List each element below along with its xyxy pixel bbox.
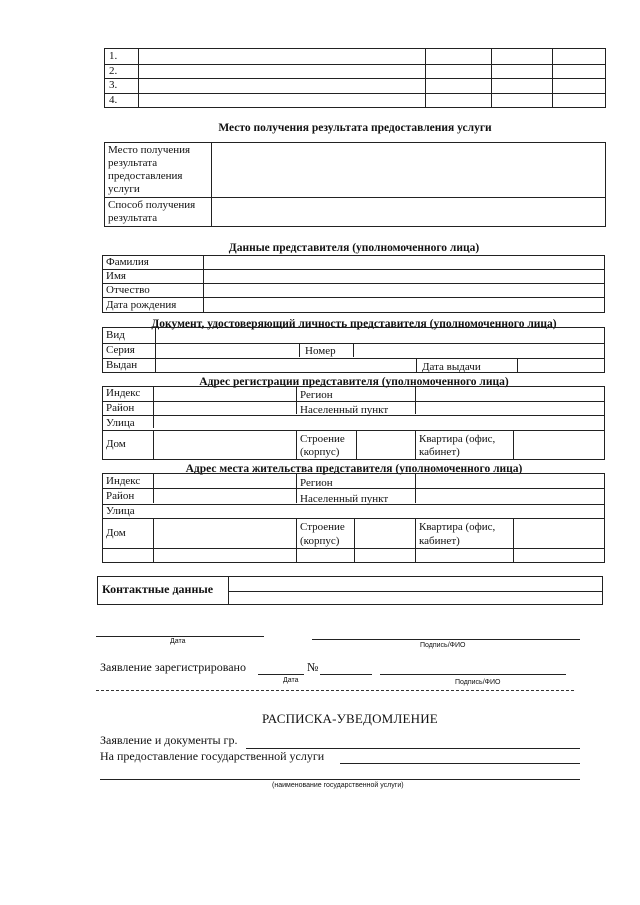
live-address-heading: Адрес места жительства представителя (уполномоченного лица)	[185, 463, 523, 475]
id-issue-date-label: Дата выдачи	[422, 361, 481, 373]
live-building-label: Строение	[300, 521, 345, 533]
live-building-label: (корпус)	[300, 535, 340, 547]
date-signature-line	[96, 636, 264, 637]
live-house-label: Дом	[106, 527, 126, 539]
reg-district-label: Район	[106, 402, 135, 414]
numbered-table	[104, 48, 606, 108]
rep-data-heading: Данные представителя (уполномоченного лица)	[228, 242, 480, 254]
row-number: 4.	[109, 94, 118, 106]
result-place-label: результата	[108, 157, 158, 169]
rep-data-table	[102, 255, 605, 313]
row-number: 1.	[109, 50, 118, 62]
receipt-service-text: На предоставление государственной услуги	[100, 749, 325, 763]
result-method-label: результата	[108, 212, 158, 224]
sign-signature-line	[312, 639, 580, 640]
row-number: 3.	[109, 79, 118, 91]
live-district-label: Район	[106, 490, 135, 502]
live-apartment-label: Квартира (офис,	[419, 521, 496, 533]
surname-label: Фамилия	[106, 256, 149, 268]
registration-sign-caption: Подпись/ФИО	[455, 679, 501, 686]
date-caption: Дата	[170, 638, 186, 645]
live-locality-label: Населенный пункт	[300, 493, 389, 505]
id-doc-table	[102, 327, 605, 373]
result-place-heading: Место получения результата предоставления услуги	[218, 122, 492, 134]
live-region-label: Регион	[300, 477, 333, 489]
reg-building-label: Строение	[300, 433, 345, 445]
contacts-table	[97, 576, 603, 605]
reg-apartment-label: кабинет)	[419, 446, 460, 458]
registration-sign-line	[380, 674, 566, 675]
result-method-label: Способ получения	[108, 199, 196, 211]
reg-region-label: Регион	[300, 389, 333, 401]
live-index-label: Индекс	[106, 475, 141, 487]
receipt-docs-text: Заявление и документы гр.	[100, 733, 238, 747]
reg-apartment-label: Квартира (офис,	[419, 433, 496, 445]
patronymic-label: Отчество	[106, 284, 150, 296]
sign-caption: Подпись/ФИО	[420, 642, 466, 649]
name-label: Имя	[106, 270, 126, 282]
result-place-table	[104, 142, 606, 227]
receipt-service-line	[340, 763, 580, 764]
receipt-service-caption: (наименование государственной услуги)	[272, 782, 404, 789]
reg-address-table	[102, 386, 605, 460]
contacts-label: Контактные данные	[102, 582, 214, 596]
reg-locality-label: Населенный пункт	[300, 404, 389, 416]
registration-text: Заявление зарегистрировано	[100, 660, 246, 674]
row-number: 2.	[109, 65, 118, 77]
birth-date-label: Дата рождения	[106, 299, 177, 311]
cut-line	[96, 690, 574, 691]
id-issued-by-label: Выдан	[106, 359, 138, 371]
reg-street-label: Улица	[106, 417, 135, 429]
reg-index-label: Индекс	[106, 387, 141, 399]
result-place-label: услуги	[108, 183, 140, 195]
registration-date-line	[258, 674, 304, 675]
id-type-label: Вид	[106, 329, 125, 341]
live-address-table	[102, 473, 605, 563]
registration-number-sign: №	[307, 660, 319, 674]
live-street-label: Улица	[106, 505, 135, 517]
id-series-label: Серия	[106, 344, 135, 356]
result-place-label: Место получения	[108, 144, 191, 156]
reg-house-label: Дом	[106, 438, 126, 450]
receipt-service-line-2	[100, 779, 580, 780]
reg-address-heading: Адрес регистрации представителя (уполномоченного лица)	[199, 376, 509, 388]
registration-date-caption: Дата	[283, 677, 299, 684]
id-number-label: Номер	[305, 345, 336, 357]
registration-number-line	[320, 674, 372, 675]
result-place-label: предоставления	[108, 170, 183, 182]
reg-building-label: (корпус)	[300, 446, 340, 458]
live-apartment-label: кабинет)	[419, 535, 460, 547]
id-doc-heading: Документ, удостоверяющий личность представителя (уполномоченного лица)	[151, 318, 557, 330]
receipt-title: РАСПИСКА-УВЕДОМЛЕНИЕ	[262, 711, 438, 726]
